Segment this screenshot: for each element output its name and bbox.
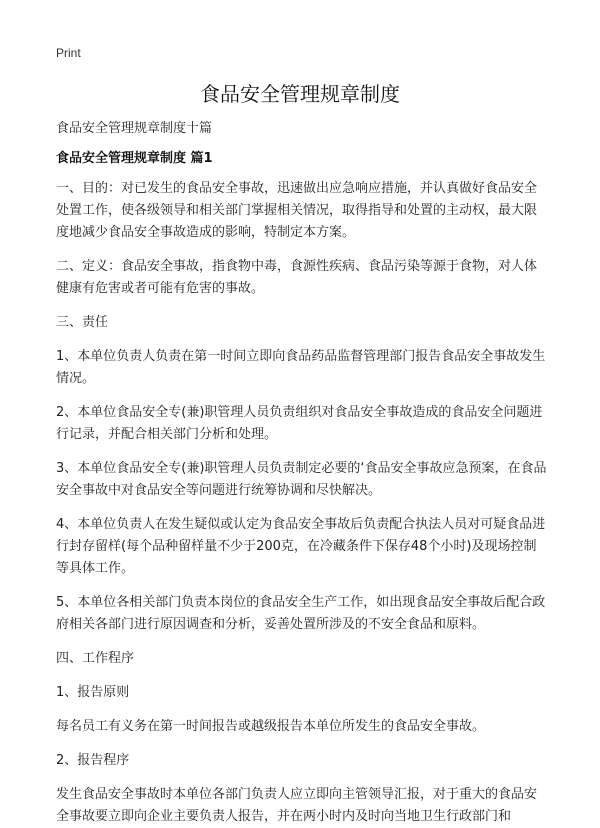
paragraph-responsibility-4: 4、本单位负责人在发生疑似或认定为食品安全事故后负责配合执法人员对可疑食品进行封存留样(每个品种留样量不少于200克，在冷藏条件下保存48个小时)及现场控制等具体工作。 xyxy=(56,517,546,576)
paragraph-report-procedure-heading: 2、报告程序 xyxy=(56,753,130,768)
paragraph-responsibility-heading: 三、责任 xyxy=(56,315,109,330)
paragraph-purpose: 一、目的：对已发生的食品安全事故，迅速做出应急响应措施，并认真做好食品安全处置工作，使各级领导和相关部门掌握相关情况，取得指导和处置的主动权，最大限度地减少食品安全事故造成的影响，特制定本方案。 xyxy=(56,181,538,240)
paragraph-report-procedure: 发生食品安全事故时本单位各部门负责人应立即向主管领导汇报，对于重大的食品安全事故要立即向企业主要负责人报告，并在两小时内及时向当地卫生行政部门和 xyxy=(56,787,538,824)
paragraph-responsibility-5: 5、本单位各相关部门负责本岗位的食品安全生产工作，如出现食品安全事故后配合政府相关各部门进行原因调查和分析，妥善处置所涉及的不安全食品和原料。 xyxy=(56,595,546,632)
print-link[interactable]: Print xyxy=(56,46,81,60)
paragraph-responsibility-3: 3、本单位食品安全专(兼)职管理人员负责制定必要的‘食品安全事故应急预案，在食品安全事故中对食品安全等问题进行统筹协调和尽快解决。 xyxy=(56,461,547,498)
paragraph-definition: 二、定义：食品安全事故，指食物中毒，食源性疾病、食品污染等源于食物，对人体健康有危害或者可能有危害的事故。 xyxy=(56,259,538,296)
paragraph-responsibility-2: 2、本单位食品安全专(兼)职管理人员负责组织对食品安全事故造成的食品安全问题进行记录，并配合相关部门分析和处理。 xyxy=(56,405,543,442)
document-subtitle: 食品安全管理规章制度十篇 xyxy=(56,121,213,136)
paragraph-responsibility-1: 1、本单位负责人负责在第一时间立即向食品药品监督管理部门报告食品安全事故发生情况。 xyxy=(56,349,546,386)
page-title: 食品安全管理规章制度 xyxy=(200,82,400,106)
paragraph-report-principle: 每名员工有义务在第一时间报告或越级报告本单位所发生的食品安全事故。 xyxy=(56,719,486,734)
paragraph-report-principle-heading: 1、报告原则 xyxy=(56,685,130,700)
section-heading: 食品安全管理规章制度 篇1 xyxy=(56,151,213,166)
paragraph-procedure-heading: 四、工作程序 xyxy=(56,651,135,666)
document-body xyxy=(56,120,548,828)
